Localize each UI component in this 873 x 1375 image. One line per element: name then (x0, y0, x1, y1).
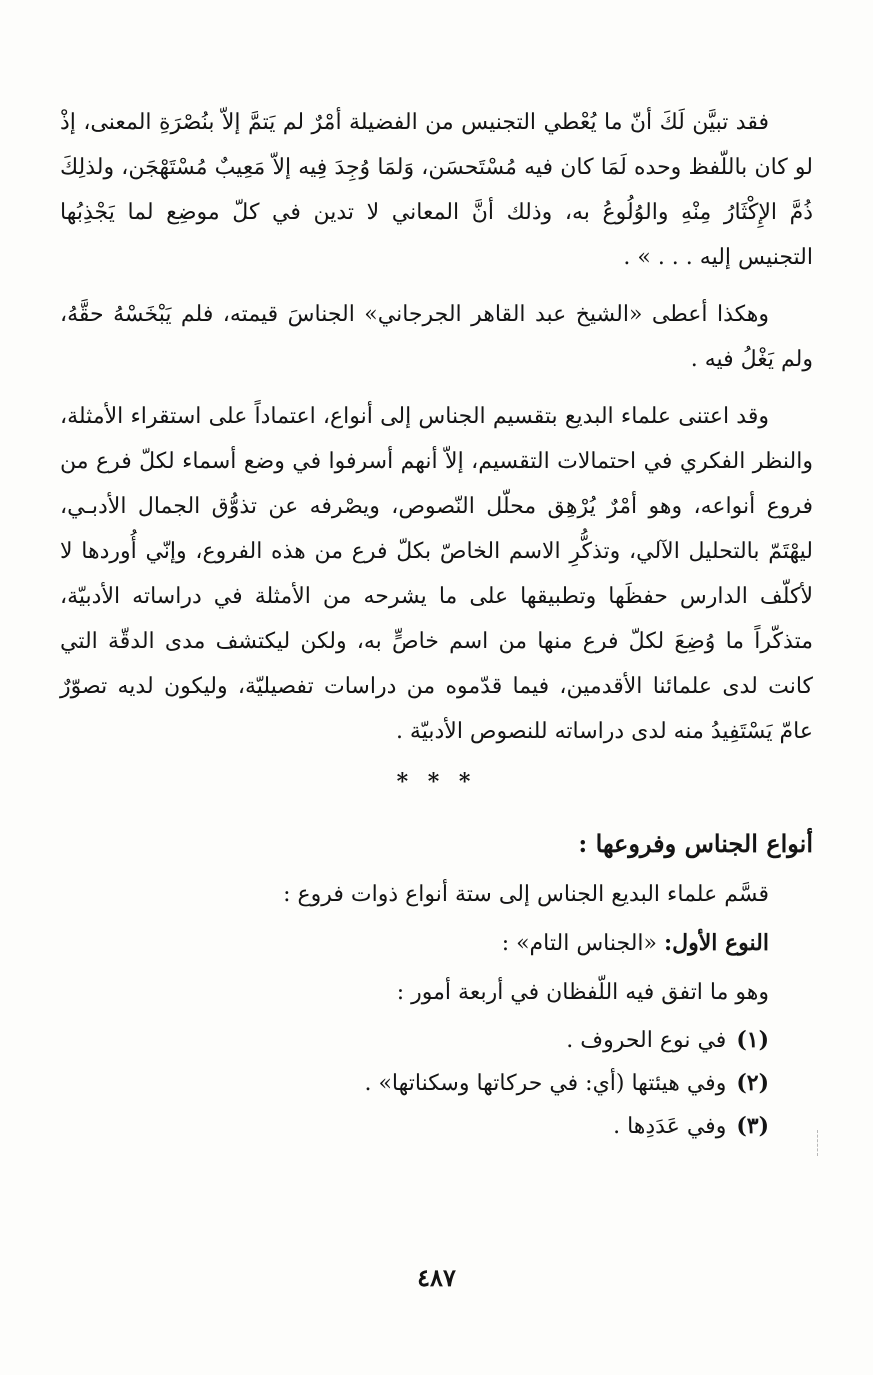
list-item-number: (٢) (736, 1070, 769, 1096)
list-item-number: (٣) (736, 1113, 769, 1139)
list-item (60, 1019, 769, 1062)
type-one-label: النوع الأول: (664, 930, 769, 956)
list-item-text: وفي هيئتها (أي: في حركاتها وسكناتها» . (364, 1071, 727, 1096)
list-item (60, 1062, 769, 1105)
type-one-line (60, 921, 769, 966)
paragraph-jurjani: وهكذا أعطى «الشيخ عبد القاهر الجرجاني» الجناسَ قيمته، فلم يَبْخَسْهُ حقَّهُ، ولم يَغْلُ فيه . (60, 302, 813, 372)
paragraph-quote-end: فقد تبيَّن لَكَ أنّ ما يُعْطي التجنيس من الفضيلة أمْرٌ لم يَتمَّ إلاّ بنُصْرَةِ المعنى، إذْ لو كان باللّفظ وحده لَمَا كان فيه مُسْتَحسَن، وَلمَا وُجِدَ فِيه إلاّ مَعِيبٌ مُسْتَهْجَن، ولذلِكَ ذُمَّ الإِكْثَارُ مِنْهِ والوُلُوعُ به، وذلك أنَّ المعاني لا تدين في كلّ موضِع لما يَجْذِبُها التجنيس إليه . . . » . (60, 110, 813, 270)
paragraph-classification: وقد اعتنى علماء البديع بتقسيم الجناس إلى أنواع، اعتماداً على استقراء الأمثلة، والنظر الفكري في احتمالات التقسيم، إلاّ أنهم أسرفوا في وضع أسماء لكلّ فرع من فروع أنواعه، وهو أمْرٌ يُرْهِق محلّل النّصوص، ويصْرفه عن تذوُّق الجمال الأدبـي، ليهْتَمّ بالتحليل الآلي، وتذكُّرِ الاسم الخاصّ بكلّ فرع من هذه الفروع، وإنّي أُوردها لا لأكلّف الدارس حفظَها وتطبيقها على ما يشرحه من الأمثلة في دراساته الأدبيّة، متذكّراً ما وُضِعَ لكلّ فرع منها من اسم خاصٍّ به، ولكن ليكتشف مدى الدقّة التي كانت لدى علمائنا الأقدمين، فيما قدّموه من دراسات تفصيليّة، وليكون لديه تصوّرٌ عامّ يَسْتَفِيدُ منه لدى دراساته للنصوص الأدبيّة . (60, 404, 813, 744)
list-item (60, 1105, 769, 1148)
section-intro: قسَّم علماء البديع الجناس إلى ستة أنواع ذوات فروع : (283, 882, 769, 907)
section-heading: أنواع الجناس وفروعها : (578, 829, 813, 858)
list-item-number: (١) (736, 1027, 769, 1053)
type-one-name: «الجناس التام» : (501, 931, 657, 956)
definition-line: وهو ما اتفق فيه اللّفظان في أربعة أمور : (396, 980, 769, 1005)
page-number: ٤٨٧ (417, 1263, 456, 1292)
list-item-text: في نوع الحروف . (566, 1028, 727, 1053)
page-body (60, 100, 813, 1300)
section-separator: * * * (396, 769, 477, 795)
margin-mark (817, 1130, 819, 1156)
list-item-text: وفي عَدَدِها . (613, 1114, 727, 1139)
